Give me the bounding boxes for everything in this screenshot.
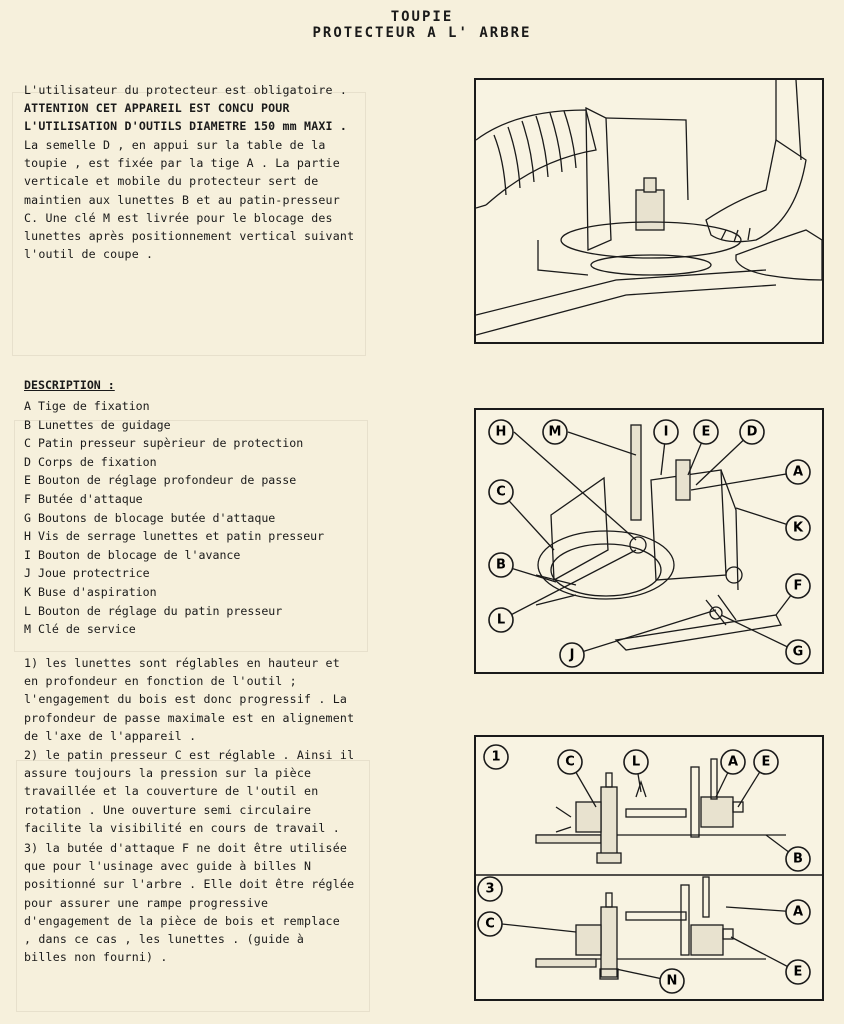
svg-text:C: C <box>496 484 506 500</box>
svg-text:E: E <box>701 424 711 440</box>
list-item: H Vis de serrage lunettes et patin presseur <box>24 529 325 544</box>
figure-1-usage-illustration <box>474 78 824 344</box>
list-item: C Patin presseur supèrieur de protection <box>24 436 304 451</box>
callout-B <box>489 553 513 577</box>
callout-H <box>489 420 513 444</box>
list-item: I Bouton de blocage de l'avance <box>24 547 241 562</box>
callout-A <box>786 460 810 484</box>
callout-D <box>740 420 764 444</box>
svg-text:L: L <box>496 612 506 628</box>
page-subtitle: PROTECTEUR A L' ARBRE <box>312 25 532 41</box>
note-3: 3) la butée d'attaque F ne doit être utilisée que pour l'usinage avec guide à billes N positionné sur l'arbre . Elle doit être réglée pour assurer une rampe progressive d'engagement de la pièce de bois et remplace , dans ce cas , les lunettes . (guide à billes non fourni) . <box>24 841 355 965</box>
intro-body: La semelle D , en appui sur la table de la toupie , est fixée par la tige A . La partie verticale et mobile du protecteur sert de maintien aux lunettes B et au patin-presseur C. Une clé M est livrée pour le blocage des lunettes après positionnement vertical suivant l'outil de coupe . <box>24 138 355 262</box>
intro-line: L'utilisateur du protecteur est obligatoire . <box>24 83 348 97</box>
svg-text:1: 1 <box>491 749 501 765</box>
list-item: E Bouton de réglage profondeur de passe <box>24 473 297 488</box>
list-item: J Joue protectrice <box>24 566 150 581</box>
svg-text:G: G <box>792 644 804 660</box>
svg-text:K: K <box>792 520 804 536</box>
svg-text:M: M <box>548 424 562 440</box>
callout-G <box>786 640 810 664</box>
callout-I <box>654 420 678 444</box>
note-2: 2) le patin presseur C est réglable . Ainsi il assure toujours la pression sur la pièce travaillée et la couverture de l'outil en rotation . Une ouverture semi circulaire facilite la visibilité en cours de travail . <box>24 748 355 835</box>
svg-text:I: I <box>663 424 669 440</box>
svg-text:C: C <box>485 916 495 932</box>
callout-E <box>694 420 718 444</box>
svg-text:B: B <box>793 851 803 867</box>
list-item: G Boutons de blocage butée d'attaque <box>24 510 276 525</box>
figure-2-drawing <box>476 410 822 672</box>
callout-A-bottom <box>786 900 810 924</box>
leader-lines <box>502 762 798 981</box>
callout-K <box>786 516 810 540</box>
svg-text:E: E <box>793 964 803 980</box>
list-item: M Clé de service <box>24 622 136 637</box>
leader-lines <box>501 432 798 655</box>
callout-1 <box>484 745 508 769</box>
callout-L <box>489 608 513 632</box>
svg-text:A: A <box>727 754 739 770</box>
figure-3-drawing <box>476 737 822 999</box>
callout-C-top <box>558 750 582 774</box>
callout-J <box>560 643 584 667</box>
list-item: A Tige de fixation <box>24 399 150 413</box>
intro-warning: ATTENTION CET APPAREIL EST CONCU POUR L'UTILISATION D'OUTILS DIAMETRE 150 mm MAXI . <box>24 101 348 134</box>
hand-icon <box>706 140 822 280</box>
list-item: K Buse d'aspiration <box>24 584 157 599</box>
figure-1-drawing <box>476 80 822 342</box>
callout-E-bottom <box>786 960 810 984</box>
description-heading: DESCRIPTION : <box>24 378 115 392</box>
svg-text:L: L <box>631 754 641 770</box>
callout-C-bottom <box>478 912 502 936</box>
list-item: L Bouton de réglage du patin presseur <box>24 603 283 618</box>
svg-text:F: F <box>793 578 803 594</box>
callout-C <box>489 480 513 504</box>
svg-text:A: A <box>792 464 804 480</box>
svg-text:H: H <box>495 424 507 440</box>
callout-N <box>660 969 684 993</box>
figure-2-parts-diagram <box>474 408 824 674</box>
figure-3-section-views <box>474 735 824 1001</box>
note-1: 1) les lunettes sont réglables en hauteur et en profondeur en fonction de l'outil ; l'engagement du bois est donc progressif . La profondeur de passe maximale est en alignement de l'axe de l'appareil . <box>24 656 355 743</box>
callout-B <box>786 847 810 871</box>
list-item: F Butée d'attaque <box>24 491 143 506</box>
svg-text:N: N <box>666 973 678 989</box>
svg-text:B: B <box>496 557 506 573</box>
list-item: B Lunettes de guidage <box>24 417 171 432</box>
svg-text:A: A <box>792 904 804 920</box>
callout-M <box>543 420 567 444</box>
page-title: TOUPIE <box>390 9 454 25</box>
svg-text:J: J <box>569 647 575 663</box>
svg-text:D: D <box>746 424 758 440</box>
svg-text:3: 3 <box>485 881 495 897</box>
callout-A-top <box>721 750 745 774</box>
hose-icon <box>476 110 596 208</box>
callout-L <box>624 750 648 774</box>
list-item: D Corps de fixation <box>24 454 157 469</box>
description-list <box>24 397 324 639</box>
callout-3 <box>478 877 502 901</box>
svg-text:E: E <box>761 754 771 770</box>
callout-E-top <box>754 750 778 774</box>
svg-text:C: C <box>565 754 575 770</box>
callout-F <box>786 574 810 598</box>
